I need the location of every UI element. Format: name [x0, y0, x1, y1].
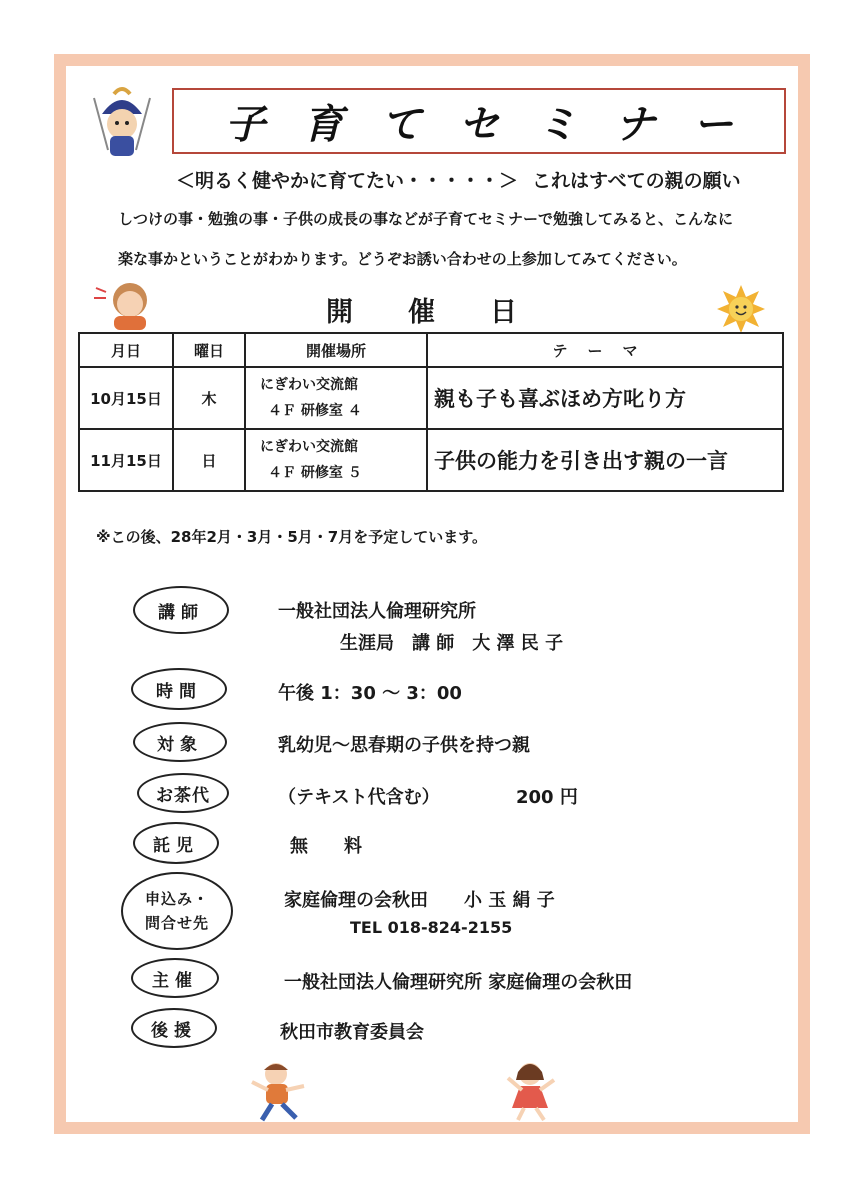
- lecturer-org: 一般社団法人倫理研究所: [278, 601, 476, 622]
- row-day: 日: [173, 429, 245, 491]
- contact-label-line2: 問合せ先: [144, 914, 209, 932]
- host-label: 主催: [131, 958, 219, 998]
- sun-icon: [716, 284, 766, 334]
- support-label: 後援: [131, 1008, 217, 1048]
- fee-label: お茶代: [137, 773, 229, 813]
- table-header-row: [79, 333, 783, 367]
- fee-value: 200 円: [516, 787, 578, 808]
- table-row: [79, 367, 783, 429]
- venue-name: にぎわい交流館: [260, 439, 358, 455]
- schedule-table: [78, 332, 784, 492]
- page-title: 子育てセミナー: [225, 101, 771, 148]
- row-date: 10月15日: [79, 367, 173, 429]
- contact-tel: TEL 018-824-2155: [350, 918, 513, 937]
- childcare-value: 無 料: [290, 836, 362, 857]
- host-value: 一般社団法人倫理研究所 家庭倫理の会秋田: [284, 972, 633, 993]
- target-label: 対象: [133, 722, 227, 762]
- schedule-note: ※この後、28年2月・3月・5月・7月を予定しています。: [96, 528, 488, 546]
- fee-note: （テキスト代含む）: [278, 787, 440, 808]
- contact-label: [121, 872, 233, 950]
- table-row: [79, 429, 783, 491]
- time-value: 午後 1：30 ～ 3：00: [278, 683, 462, 704]
- header-theme: テーマ: [427, 333, 783, 367]
- target-value: 乳幼児～思春期の子供を持つ親: [278, 735, 530, 756]
- support-value: 秋田市教育委員会: [280, 1022, 424, 1043]
- contact-org: 家庭倫理の会秋田 小 玉 絹 子: [284, 890, 555, 911]
- running-girl-icon: [500, 1060, 562, 1122]
- intro-line-2: 楽な事かということがわかります。どうぞお誘い合わせの上参加してみてください。: [118, 250, 687, 268]
- childcare-label: 託児: [133, 822, 219, 864]
- lecturer-label: 講師: [133, 586, 229, 634]
- intro-line-1: しつけの事・勉強の事・子供の成長の事などが子育てセミナーで勉強してみると、こんなに: [118, 210, 734, 228]
- venue-room: ４Ｆ 研修室 ４: [268, 403, 362, 419]
- row-theme: 親も子も喜ぶほめ方叱り方: [427, 367, 783, 429]
- row-venue: [245, 367, 427, 429]
- row-venue: [245, 429, 427, 491]
- row-date: 11月15日: [79, 429, 173, 491]
- girl-illustration-icon: [92, 278, 156, 330]
- row-day: 木: [173, 367, 245, 429]
- venue-room: ４Ｆ 研修室 ５: [268, 465, 362, 481]
- contact-label-line1: 申込み・: [144, 890, 209, 908]
- venue-name: にぎわい交流館: [260, 377, 358, 393]
- title-box: [172, 88, 786, 154]
- time-label: 時間: [131, 668, 227, 710]
- running-boy-icon: [246, 1060, 312, 1122]
- header-day: 曜日: [173, 333, 245, 367]
- header-date: 月日: [79, 333, 173, 367]
- subtitle: ＜明るく健やかに育てたい・・・・・＞: [176, 170, 519, 192]
- section-title: 開催日: [326, 297, 572, 328]
- row-theme: 子供の能力を引き出す親の一言: [427, 429, 783, 491]
- subtitle-tail: これはすべての親の願い: [532, 170, 741, 192]
- header-venue: 開催場所: [245, 333, 427, 367]
- lecturer-name: 生涯局 講 師 大 澤 民 子: [340, 633, 564, 654]
- samurai-mascot-icon: [86, 84, 158, 160]
